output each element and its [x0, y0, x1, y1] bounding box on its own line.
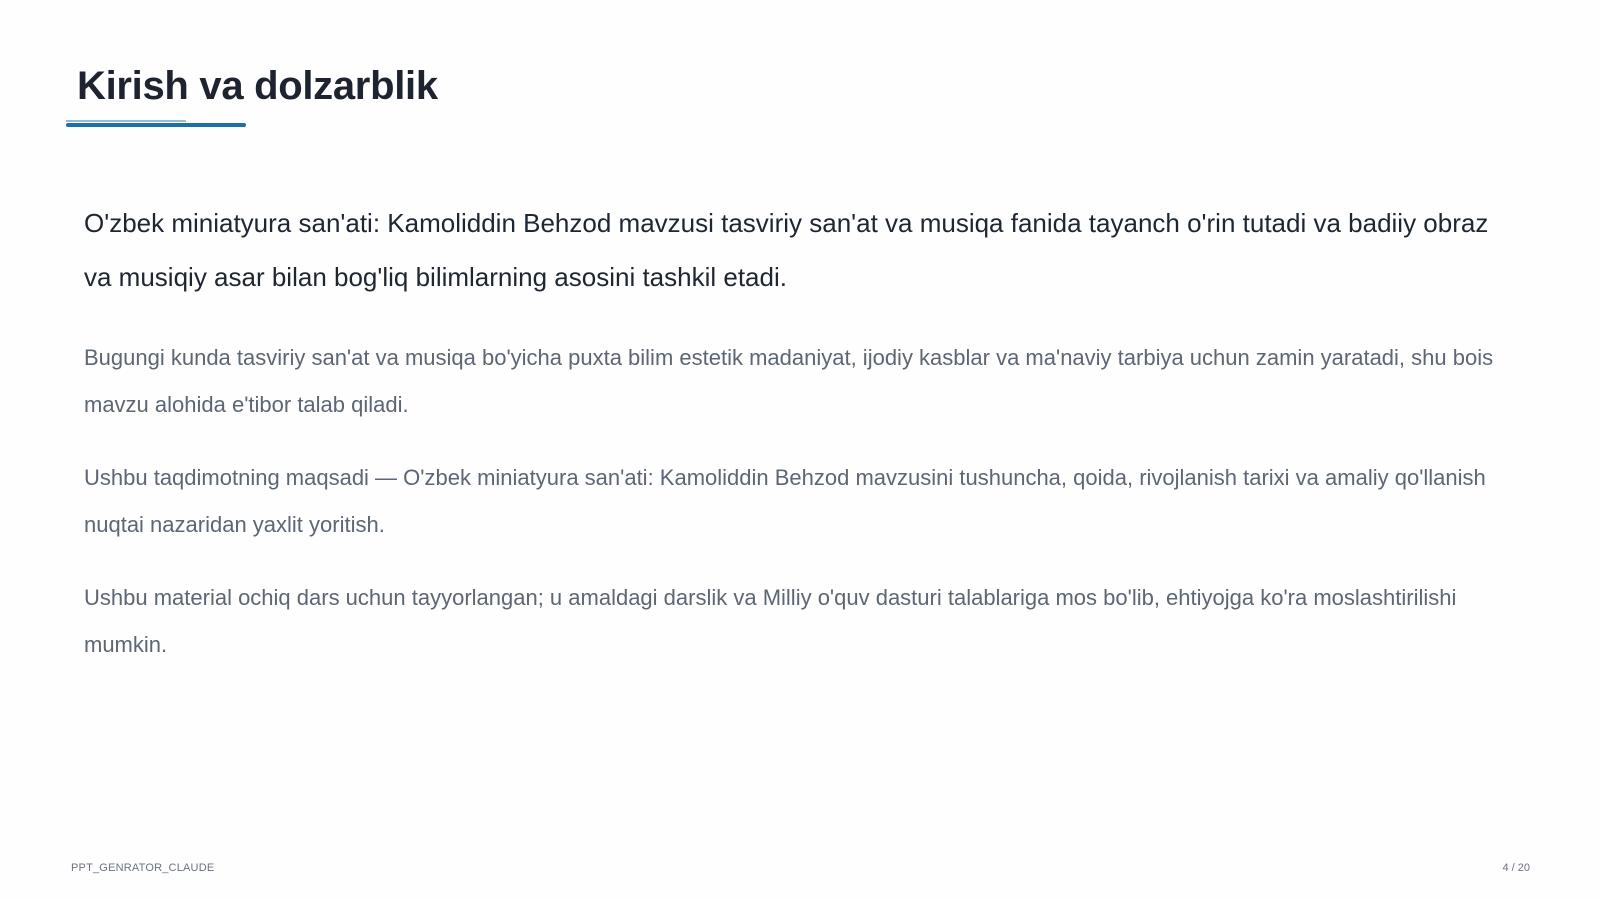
- body-paragraph-2: Ushbu taqdimotning maqsadi — O'zbek miniatyura san'ati: Kamoliddin Behzod mavzusini tushuncha, qoida, rivojlanish tarixi va amaliy qo'llanish nuqtai nazaridan yaxlit yoritish.: [84, 465, 1486, 537]
- slide-content: [84, 196, 1514, 694]
- footer-brand: PPT_GENRATOR_CLAUDE: [71, 862, 215, 874]
- title-underline: [66, 123, 246, 127]
- lead-paragraph: O'zbek miniatyura san'ati: Kamoliddin Behzod mavzusi tasviriy san'at va musiqa fanida tayanch o'rin tutadi va badiiy obraz va musiqiy asar bilan bog'liq bilimlarning asosini tashkil etadi.: [84, 208, 1489, 292]
- title-underline-accent: [66, 120, 186, 122]
- body-paragraph-1: Bugungi kunda tasviriy san'at va musiqa bo'yicha puxta bilim estetik madaniyat, ijodiy kasblar va ma'naviy tarbiya uchun zamin yaratadi, shu bois mavzu alohida e'tibor talab qiladi.: [84, 345, 1494, 417]
- page-indicator: 4 / 20: [1502, 862, 1530, 874]
- slide-title: Kirish va dolzarblik: [77, 64, 438, 108]
- body-paragraph-3: Ushbu material ochiq dars uchun tayyorlangan; u amaldagi darslik va Milliy o'quv dasturi talablariga mos bo'lib, ehtiyojga ko'ra moslashtirilishi mumkin.: [84, 585, 1457, 657]
